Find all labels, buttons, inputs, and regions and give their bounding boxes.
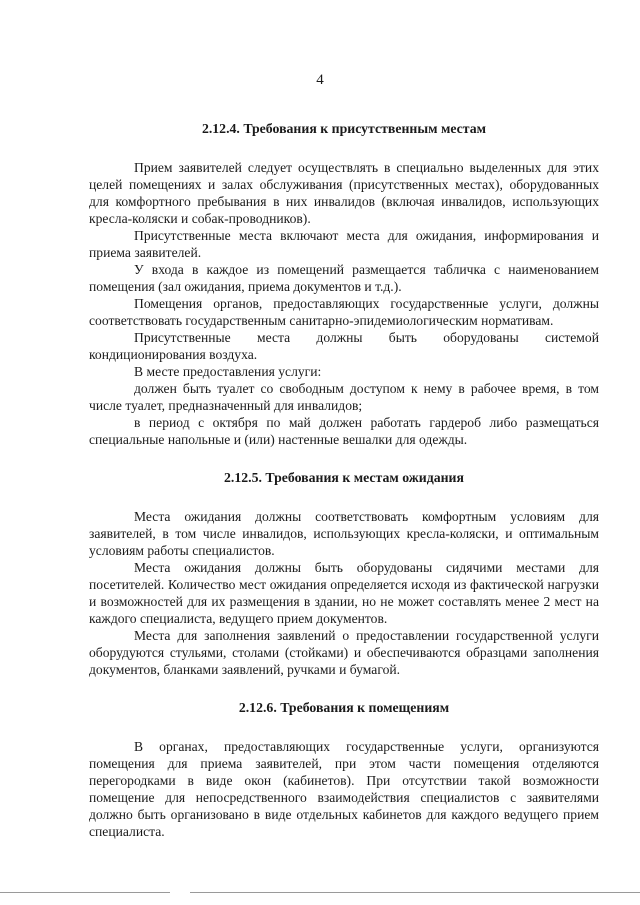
footer-rule-right: [190, 892, 640, 893]
paragraph: Присутственные места должны быть оборудованы системой кондиционирования воздуха.: [89, 330, 599, 362]
section-heading: 2.12.6. Требования к помещениям: [238, 700, 450, 715]
paragraph: Места для заполнения заявлений о предоставлении государственной услуги оборудуются стульями, столами (стойками) и обеспечиваются образцами заполнения документов, бланками заявлений, ручками и бумагой.: [89, 628, 599, 677]
footer-rule-left: [0, 892, 170, 893]
section-heading: 2.12.4. Требования к присутственным местам: [201, 121, 487, 136]
paragraph: в период с октября по май должен работать гардероб либо размещаться специальные напольные и (или) настенные вешалки для одежды.: [89, 415, 599, 447]
paragraph: должен быть туалет со свободным доступом к нему в рабочее время, в том числе туалет, предназначенный для инвалидов;: [89, 381, 599, 413]
paragraph: Прием заявителей следует осуществлять в специально выделенных для этих целей помещениях и залах обслуживания (присутственных местах), оборудованных для комфортного пребывания в них инвалидов (включая инвалидов, использующих кресла-коляски и собак-проводников).: [89, 160, 599, 226]
paragraph: У входа в каждое из помещений размещается табличка с наименованием помещения (зал ожидания, приема документов и т.д.).: [89, 262, 599, 294]
paragraph: Присутственные места включают места для ожидания, информирования и приема заявителей.: [89, 228, 599, 260]
section-attendance-places: [89, 120, 599, 448]
paragraph: В органах, предоставляющих государственные услуги, организуются помещения для приема заявителей, при этом части помещения отделяются перегородками в виде окон (кабинетов). При отсутствии такой возможности помещение для непосредственного взаимодействия специалистов с заявителями должно быть организовано в виде отдельных кабинетов для каждого ведущего прием специалиста.: [89, 739, 599, 839]
document-body: [89, 120, 599, 840]
paragraph: Помещения органов, предоставляющих государственные услуги, должны соответствовать государственным санитарно-эпидемиологическим нормативам.: [89, 296, 599, 328]
section-waiting-places: [89, 469, 599, 678]
paragraph: Места ожидания должны быть оборудованы сидячими местами для посетителей. Количество мест ожидания определяется исходя из фактической нагрузки и возможностей для их размещения в здании, но не может составлять менее 2 мест на каждого специалиста, ведущего прием документов.: [89, 560, 599, 626]
page-number: 4: [316, 72, 324, 88]
paragraph: Места ожидания должны соответствовать комфортным условиям для заявителей, в том числе инвалидов, использующих кресла-коляски, и оптимальным условиям работы специалистов.: [89, 509, 599, 558]
section-premises: [89, 699, 599, 840]
section-heading: 2.12.5. Требования к местам ожидания: [224, 470, 464, 485]
paragraph: В месте предоставления услуги:: [134, 364, 322, 379]
